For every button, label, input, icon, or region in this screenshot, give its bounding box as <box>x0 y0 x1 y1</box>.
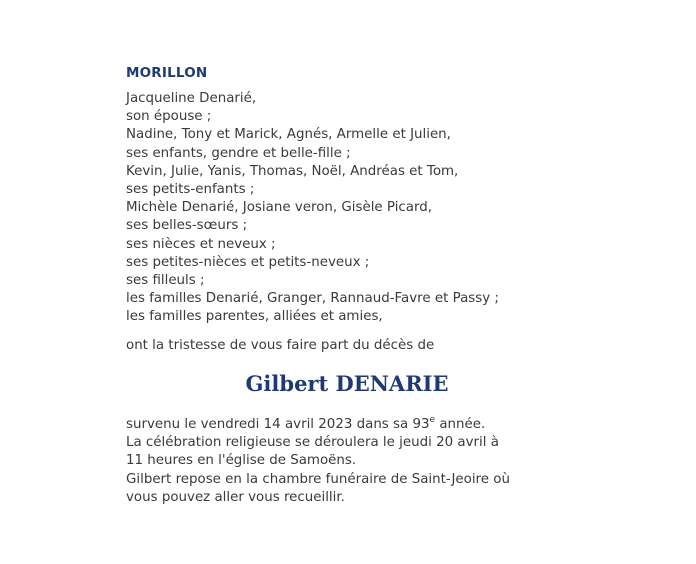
obituary-notice <box>126 64 576 507</box>
family-line: ses filleuls ; <box>126 273 205 289</box>
death-date-line <box>126 416 576 434</box>
death-details <box>126 416 576 507</box>
family-line: ses petits-enfants ; <box>126 182 255 198</box>
death-date-text: survenu le vendredi 14 avril 2023 dans sa 93 <box>126 416 430 432</box>
rest-line: vous pouvez aller vous recueillir. <box>126 489 345 505</box>
family-line: ses enfants, gendre et belle-fille ; <box>126 145 351 161</box>
family-line: les familles Denarié, Granger, Rannaud-Favre et Passy ; <box>126 291 499 307</box>
notice-location: MORILLON <box>126 65 208 81</box>
family-line: Kevin, Julie, Yanis, Thomas, Noël, Andréas et Tom, <box>126 163 459 179</box>
death-date-suffix: année. <box>435 416 486 432</box>
deceased-name: Gilbert DENARIE <box>245 370 449 396</box>
ceremony-line: La célébration religieuse se déroulera le jeudi 20 avril à <box>126 434 499 450</box>
family-line: Michèle Denarié, Josiane veron, Gisèle Picard, <box>126 200 433 216</box>
family-line: les familles parentes, alliées et amies, <box>126 309 383 325</box>
ceremony-line: 11 heures en l'église de Samoëns. <box>126 453 357 469</box>
announcement-text: ont la tristesse de vous faire part du décès de <box>126 337 435 353</box>
family-line: ses nièces et neveux ; <box>126 236 276 252</box>
family-line: Jacqueline Denarié, <box>126 91 257 106</box>
family-list <box>126 90 576 327</box>
family-line: son épouse ; <box>126 109 212 125</box>
ordinal-suffix: e <box>429 414 436 425</box>
rest-line: Gilbert repose en la chambre funéraire de Saint-Jeoire où <box>126 471 510 487</box>
family-line: Nadine, Tony et Marick, Agnés, Armelle et Julien, <box>126 127 451 143</box>
family-line: ses belles-sœurs ; <box>126 218 248 234</box>
family-line: ses petites-nièces et petits-neveux ; <box>126 254 370 270</box>
